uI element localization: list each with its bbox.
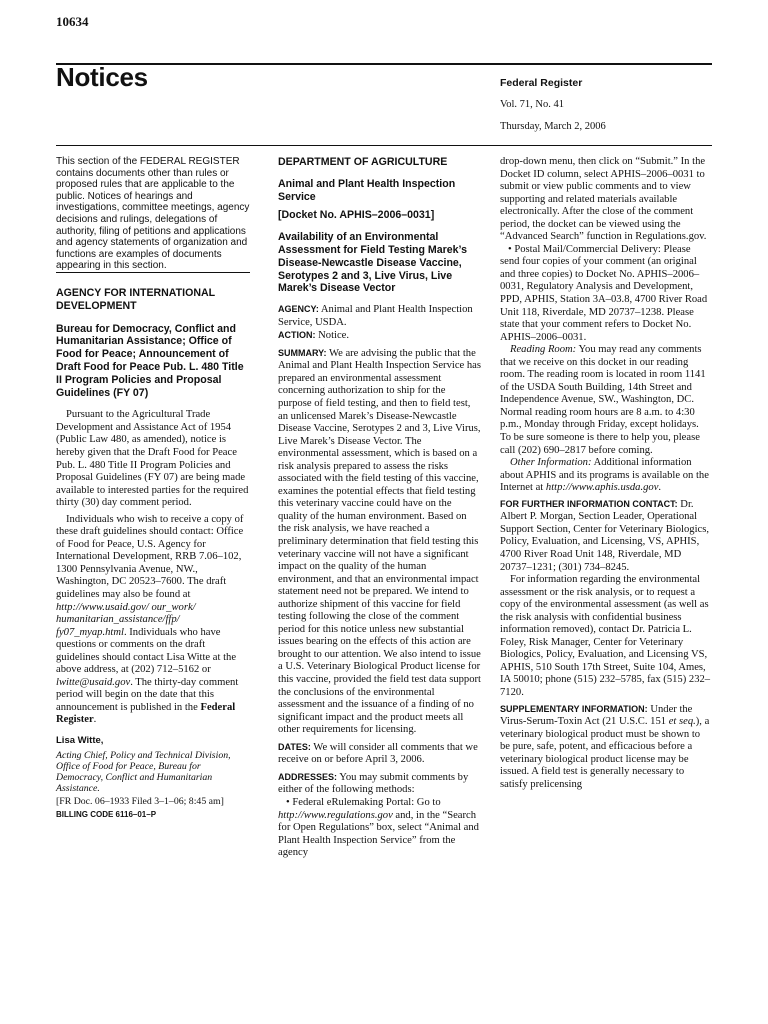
dates-label: DATES:: [278, 741, 311, 752]
text-run: . The thirty-day comment period will begin on the date that this announcement is published in the: [56, 676, 239, 713]
regulations-link[interactable]: http://www.regulations.gov: [278, 809, 393, 821]
risk-analysis-paragraph: For information regarding the environmental assessment or the risk analysis, or to request a copy of the environmental assessment (as well as the risk analysis with confidential business information removed), contact Dr. Patricia L. Foley, Risk Manager, Center for Veterinary Biologics, Policy, Evaluation, and Licensing VS, APHIS, 510 South 17th Street, Suite 104, Ames, IA 50010; phone (515) 232–5785, fax (515) 232–7120.: [500, 574, 711, 698]
notice-title: Availability of an Environmental Assessment for Field Testing Marek’s Disease-Newcastle Disease Vaccine, Serotypes 2 and 3, Live Virus, Live Marek’s Disease Vector: [278, 231, 467, 295]
summary-paragraph: [278, 347, 481, 737]
billing-code: BILLING CODE 6116–01–P: [56, 810, 157, 820]
agency-label: AGENCY:: [278, 304, 319, 315]
text-run: We are advising the public that the Animal and Plant Health Inspection Service has prepared an environmental assessment concerning authorization to ship for the purpose of field testing, and then to field test, an unlicensed Marek’s Disease-Newcastle Disease Vaccine, Serotypes 2 and 3, Live Virus, Live Marek’s Disease Vector. The environmental assessment, which is based on a risk analysis prepared to assess the risks associated with the field testing of this vaccine, examines the potential effects that field testing this veterinary vaccine could have on the quality of the human environment. Based on the risk analysis, we have reached a preliminary determination that field testing this veterinary vaccine will not have a significant impact on the quality of the human environment, and that an environmental impact statement need not be prepared. We intend to authorize shipment of this vaccine for field testing following the close of the comment period for this notice unless new substantial issues bearing on the effects of this action are brought to our attention. We also intend to issue a U.S. Veterinary Biological Product license for this vaccine, provided the field test data support the conclusions of the environmental assessment and the issuance of a finding of no significant impact and the product meets all other requirements for licensing.: [278, 347, 481, 736]
paragraph-2: [56, 514, 250, 727]
paragraph-dropdown: drop-down menu, then click on “Submit.” In the Docket ID column, select APHIS–2006–0031 to submit or view public comments and to view supporting and related materials available electronically. After the close of the comment period, the docket can be viewed using the “Advanced Search” function in Regulations.gov.: [500, 156, 707, 243]
text-run: .: [93, 714, 97, 726]
publication-volume: Vol. 71, No. 41: [500, 99, 564, 110]
agency-name: Animal and Plant Health Inspection Service: [278, 177, 456, 203]
text-run: and, in the “Search for Open Regulations” box, select “Animal and Plant Health Inspection Service” from the agency: [278, 809, 479, 859]
header-rule-top: [56, 63, 712, 65]
section-title: Notices: [56, 62, 148, 92]
divider: [56, 272, 250, 273]
dates-paragraph: [278, 741, 481, 767]
header-rule-bottom: [56, 145, 712, 146]
reading-room-paragraph: [500, 344, 712, 457]
addresses-paragraph: [278, 771, 481, 797]
notice-subject: Bureau for Democracy, Conflict and Humanitarian Assistance; Office of Food for Peace; Announcement of Draft Food for Peace Pub. L. 480 Title II Program Policies and Proposal Guidelines (FY 07): [56, 322, 244, 399]
text-run: Additional information about APHIS and its programs is available on the Internet at: [500, 457, 709, 494]
paragraph-1: Pursuant to the Agricultural Trade Development and Assistance Act of 1954 (Public Law 480, as amended), notice is hereby given that the Draft Food for Peace Pub. L. 480 Title II Program Policies and Proposal Guidelines (FY 07) are being made available to interested parties for the required thirty (30) day comment period.: [56, 409, 249, 509]
section-note: This section of the FEDERAL REGISTER contains documents other than rules or proposed rules that are applicable to the public. Notices of hearings and investigations, committee meetings, agency decisions and rulings, delegations of authority, filing of petitions and applications and agency statements of organization and functions are examples of documents appearing in this section.: [56, 156, 250, 272]
supplementary-paragraph: [500, 703, 712, 792]
agency-line: [278, 303, 481, 329]
action-label: ACTION:: [278, 330, 316, 341]
column-2: [278, 156, 481, 860]
et-seq: et seq.: [668, 716, 696, 728]
supplementary-label: SUPPLEMENTARY INFORMATION:: [500, 703, 648, 714]
publication-info: [500, 72, 606, 138]
text-run: ), a veterinary biological product must be shown to be pure, safe, potent, and efficacious before a veterinary biological product license may be issued. A field test is generally necessary to satisfy prelicensing: [500, 716, 710, 790]
addresses-label: ADDRESSES:: [278, 771, 338, 782]
agency-heading: AGENCY FOR INTERNATIONAL DEVELOPMENT: [56, 286, 215, 312]
column-3: [500, 156, 712, 791]
text-run: Animal and Plant Health Inspection Service, USDA.: [278, 304, 473, 328]
text-run: Individuals who wish to receive a copy of these draft guidelines should contact: Office of Food for Peace, U.S. Agency for International Development, RRB 7.06–102, 1300 Pennsylvania Avenue, NW., Washington, DC 20523–7600. The draft guidelines may also be found at: [56, 513, 244, 600]
docket-number: [Docket No. APHIS–2006–0031]: [278, 209, 435, 222]
aphis-link[interactable]: http://www.aphis.usda.gov: [545, 482, 659, 494]
further-info-paragraph: [500, 498, 712, 574]
text-run: Dr. Albert P. Morgan, Section Leader, Operational Support Section, Center for Veterinary Biologics, Policy, Evaluation, and Licensing, VS, APHIS, 4700 River Road Unit 148, Riverdale, MD 20737–1231; (301) 734–8245.: [500, 498, 709, 573]
bullet-postal: • Postal Mail/Commercial Delivery: Please send four copies of your comment (an original and three copies) to Docket No. APHIS–2006–0031, Regulatory Analysis and Development, PPD, APHIS, Station 3A–03.8, 4700 River Road Unit 118, Riverdale, MD 20737–1238. Please state that your comment refers to Docket No. APHIS–2006–0031.: [500, 243, 708, 343]
other-info-paragraph: [500, 457, 712, 495]
reading-room-label: Reading Room:: [510, 344, 577, 356]
publication-name: Federal Register: [500, 77, 583, 89]
page-number: 10634: [56, 14, 89, 29]
text-run: Under the Virus-Serum-Toxin Act (21 U.S.C. 151: [500, 703, 693, 728]
text-run: You may read any comments that we receive on this docket in our reading room. The reading room is located in room 1141 of the USDA South Building, 14th Street and Independence Avenue, SW., Washington, DC. Normal reading room hours are 8 a.m. to 4:30 p.m., Monday through Friday, except holidays. To be sure someone is there to help you, please call (202) 690–2817 before coming.: [500, 344, 706, 456]
signer-name: Lisa Witte,: [56, 734, 104, 746]
further-info-label: FOR FURTHER INFORMATION CONTACT:: [500, 498, 678, 509]
guidelines-link[interactable]: http://www.usaid.gov/ our_work/ humanitarian_assistance/ffp/ fy07_myap.html: [56, 601, 196, 638]
text-run: • Federal eRulemaking Portal: Go to: [286, 796, 441, 808]
column-1: [56, 156, 250, 822]
signer-title: Acting Chief, Policy and Technical Division, Office of Food for Peace, Bureau for Democracy, Conflict and Humanitarian Assistance.: [56, 749, 231, 795]
text-run: We will consider all comments that we receive on or before April 3, 2006.: [278, 741, 478, 766]
bullet-eruleportal: [278, 797, 481, 860]
summary-label: SUMMARY:: [278, 347, 327, 358]
fr-doc-line: [FR Doc. 06–1933 Filed 3–1–06; 8:45 am]: [56, 795, 224, 807]
text-run: Notice.: [315, 330, 350, 342]
text-run: You may submit comments by either of the following methods:: [278, 771, 469, 796]
publication-date: Thursday, March 2, 2006: [500, 121, 606, 132]
federal-register-ref: Federal Register: [56, 701, 236, 726]
text-run: . Individuals who have questions or comments on the draft guidelines should contact Lisa Witte at the above address, at (202) 712–5162 or: [56, 626, 237, 676]
email-link[interactable]: lwitte@usaid.gov: [56, 676, 131, 688]
text-run: .: [658, 482, 662, 494]
department-heading: DEPARTMENT OF AGRICULTURE: [278, 156, 448, 168]
other-info-label: Other Information:: [510, 457, 592, 469]
action-line: [278, 329, 481, 343]
